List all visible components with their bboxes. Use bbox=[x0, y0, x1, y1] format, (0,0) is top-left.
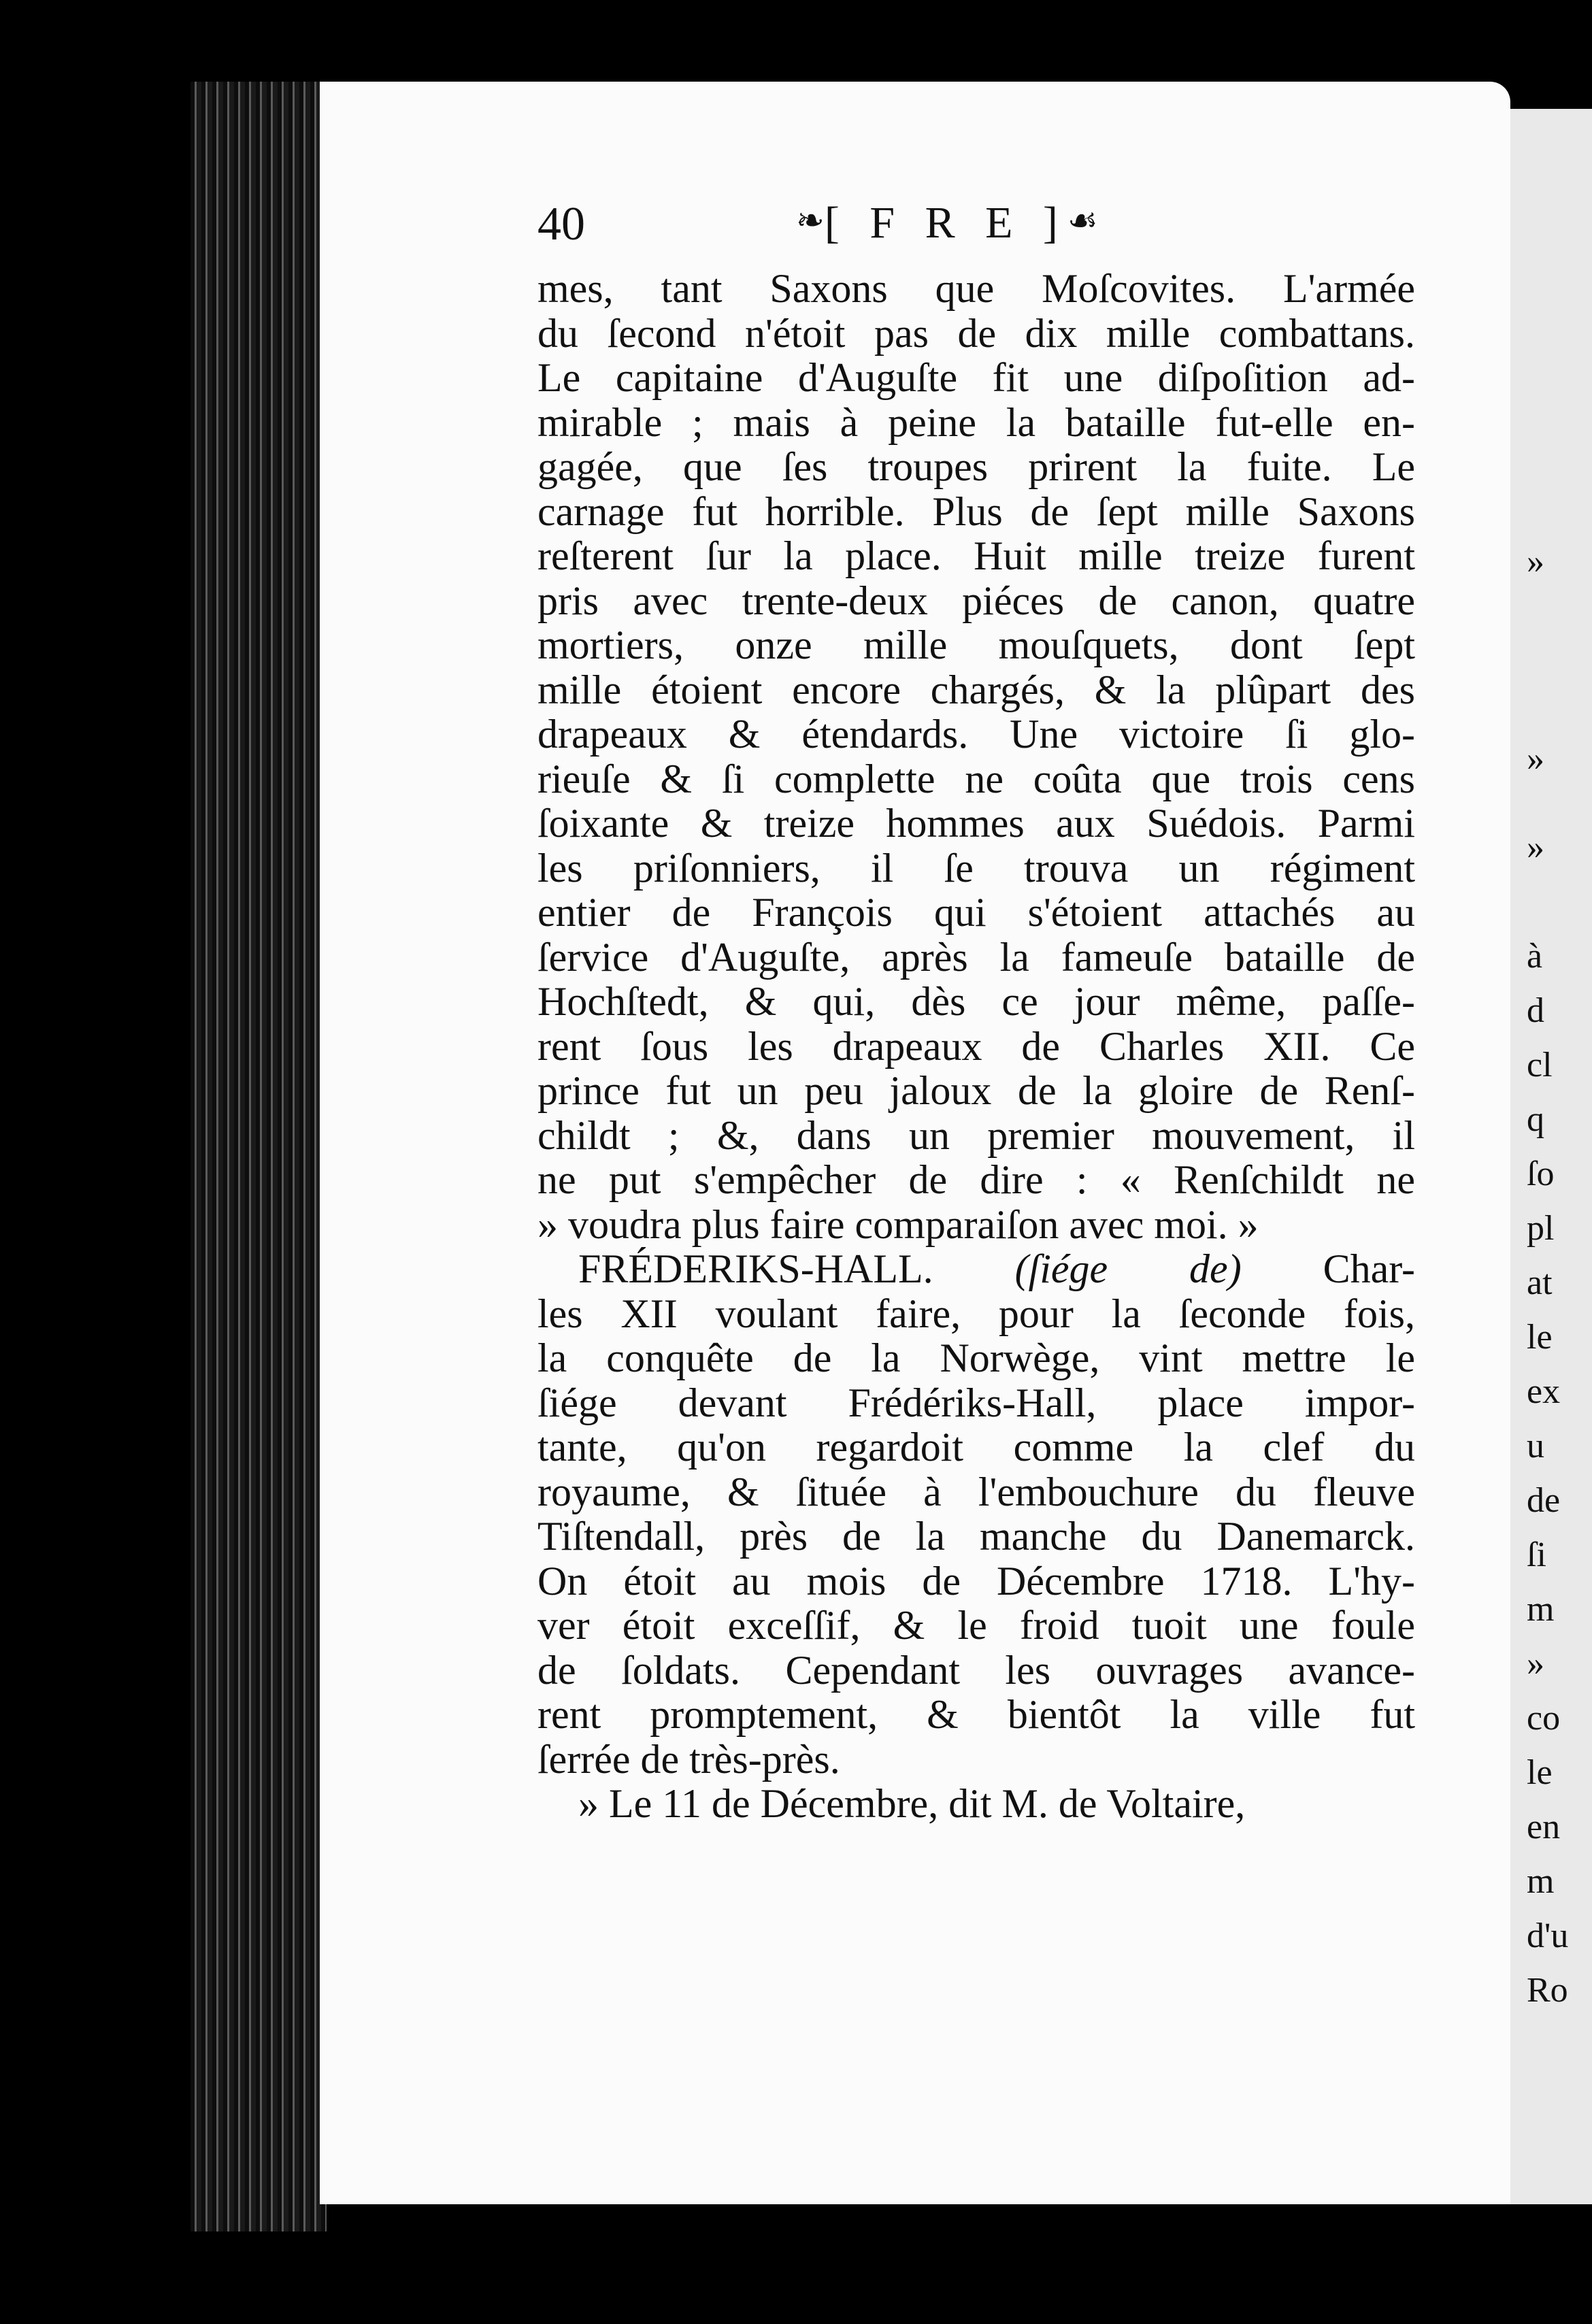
facing-page-fragment: ſi bbox=[1527, 1536, 1546, 1574]
facing-page-fragment: q bbox=[1527, 1100, 1544, 1139]
entry-text-line: ver étoit exceſſif, & le froid tuoit une foule bbox=[537, 1603, 1415, 1648]
body-text-line: entier de François qui s'étoient attachés au bbox=[537, 890, 1415, 935]
facing-page-fragment: le bbox=[1527, 1318, 1553, 1357]
facing-page-fragment: m bbox=[1527, 1590, 1555, 1629]
entry-headword: FRÉDERIKS-HALL. bbox=[578, 1246, 933, 1291]
page-number: 40 bbox=[537, 198, 585, 250]
entry-text-line: rent promptement, & bientôt la ville fut bbox=[537, 1692, 1415, 1737]
facing-page-fragment: » bbox=[1527, 1644, 1544, 1683]
facing-page-fragment: m bbox=[1527, 1862, 1555, 1901]
facing-page-fragment: co bbox=[1527, 1699, 1561, 1738]
body-text-line: gagée, que ſes troupes prirent la fuite. Le bbox=[537, 444, 1415, 489]
facing-page-fragment: à bbox=[1527, 937, 1543, 976]
facing-page bbox=[1510, 109, 1592, 2204]
facing-page-fragment: u bbox=[1527, 1427, 1544, 1465]
facing-page-fragment: le bbox=[1527, 1753, 1553, 1792]
body-text-line: Le capitaine d'Auguſte fit une diſpoſition ad- bbox=[537, 355, 1415, 400]
entry-text-line: de ſoldats. Cependant les ouvrages avance- bbox=[537, 1647, 1415, 1693]
body-text-line: mes, tant Saxons que Moſcovites. L'armée bbox=[537, 266, 1415, 311]
facing-page-fragment: en bbox=[1527, 1808, 1561, 1846]
entry-text-line: la conquête de la Norwège, vint mettre le bbox=[537, 1335, 1415, 1380]
facing-page-fragment: » bbox=[1527, 542, 1544, 581]
entry-first-line-rest: Char- bbox=[1323, 1246, 1416, 1291]
facing-page-fragment: Ro bbox=[1527, 1971, 1568, 2010]
entry-text-line: les XII voulant faire, pour la ſeconde fois, bbox=[537, 1291, 1415, 1336]
body-text-line: prince fut un peu jaloux de la gloire de Renſ- bbox=[537, 1068, 1415, 1113]
entry-text-line: ſerrée de très-près. bbox=[537, 1736, 840, 1782]
entry-qualifier: (ſiége de) bbox=[1014, 1246, 1242, 1291]
facing-page-fragment: ex bbox=[1527, 1372, 1561, 1411]
facing-page-fragment: pl bbox=[1527, 1209, 1555, 1248]
entry-text-line: Tiſtendall, près de la manche du Danemarck. bbox=[537, 1514, 1415, 1559]
running-title bbox=[796, 197, 1098, 249]
body-text-line: reſterent ſur la place. Huit mille treize furent bbox=[537, 533, 1415, 578]
body-text-line: mille étoient encore chargés, & la plûpart des bbox=[537, 667, 1415, 712]
facing-page-fragment: d bbox=[1527, 991, 1544, 1030]
body-text-line: childt ; &, dans un premier mouvement, il bbox=[537, 1112, 1415, 1158]
facing-page-fragment: » bbox=[1527, 740, 1544, 778]
body-text-line: ſervice d'Auguſte, après la fameuſe bataille de bbox=[537, 934, 1415, 980]
body-text-line: pris avec trente-deux piéces de canon, quatre bbox=[537, 578, 1415, 623]
book-spine bbox=[190, 82, 327, 2231]
page-header bbox=[537, 197, 1408, 259]
body-text-line: mortiers, onze mille mouſquets, dont ſept bbox=[537, 622, 1415, 667]
ornament-right-icon: ☙ bbox=[1067, 201, 1098, 239]
body-text-line: ſoixante & treize hommes aux Suédois. Parmi bbox=[537, 801, 1415, 846]
body-text-line: rieuſe & ſi complette ne coûta que trois cens bbox=[537, 756, 1415, 801]
facing-page-fragment: ſo bbox=[1527, 1155, 1555, 1193]
page-text bbox=[537, 267, 1415, 1827]
entry-paragraph bbox=[537, 1292, 1415, 1782]
body-text-line: Hochſtedt, & qui, dès ce jour même, paſſe- bbox=[537, 979, 1415, 1024]
entry-text-line: royaume, & ſituée à l'embouchure du fleuve bbox=[537, 1469, 1415, 1514]
facing-page-fragment: at bbox=[1527, 1263, 1553, 1302]
body-text-line: » voudra plus faire comparaiſon avec moi. » bbox=[537, 1201, 1259, 1247]
entry-heading-line bbox=[537, 1247, 1415, 1292]
body-text-line: du ſecond n'étoit pas de dix mille combattans. bbox=[537, 310, 1415, 356]
body-text-line: ne put s'empêcher de dire : « Renſchildt ne bbox=[537, 1157, 1415, 1202]
ornament-left-icon: ❧ bbox=[796, 201, 825, 239]
entry-text-line: tante, qu'on regardoit comme la clef du bbox=[537, 1425, 1415, 1470]
body-text-line: les priſonniers, il ſe trouva un régiment bbox=[537, 845, 1415, 891]
facing-page-fragment: » bbox=[1527, 828, 1544, 867]
entry-text-line: On étoit au mois de Décembre 1718. L'hy- bbox=[537, 1558, 1415, 1604]
body-text-line: drapeaux & étendards. Une victoire ſi glo- bbox=[537, 712, 1415, 757]
facing-page-fragment: de bbox=[1527, 1481, 1561, 1520]
facing-page-fragment: cl bbox=[1527, 1046, 1553, 1084]
body-paragraph bbox=[537, 267, 1415, 1247]
running-title-text: [ F R E ] bbox=[824, 198, 1067, 248]
body-text-line: mirable ; mais à peine la bataille fut-elle en- bbox=[537, 399, 1415, 445]
body-text-line: rent ſous les drapeaux de Charles XII. Ce bbox=[537, 1023, 1415, 1069]
facing-page-fragment: d'u bbox=[1527, 1916, 1569, 1955]
body-text-line: carnage fut horrible. Plus de ſept mille Saxons bbox=[537, 488, 1415, 534]
quote-line: » Le 11 de Décembre, dit M. de Voltaire, bbox=[578, 1781, 1246, 1826]
entry-text-line: ſiége devant Frédériks-Hall, place impor- bbox=[537, 1380, 1415, 1425]
